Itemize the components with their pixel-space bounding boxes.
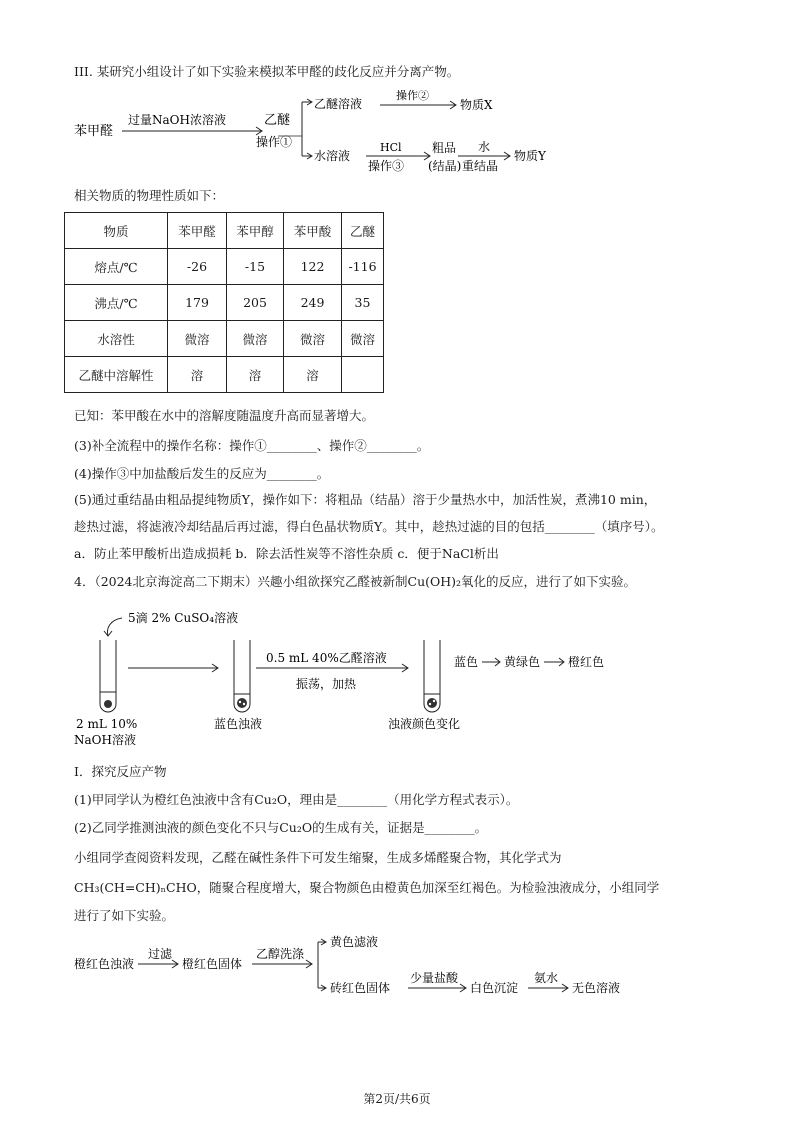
section3-title: III. 某研究小组设计了如下实验来模拟苯甲醛的歧化反应并分离产物。 xyxy=(74,64,460,79)
question-2: (2)乙同学推测浊液的颜色变化不只与Cu₂O的生成有关，证据是________。 xyxy=(74,820,488,835)
flow2-yellow: 黄色滤液 xyxy=(330,935,379,949)
table-cell: 溶 xyxy=(227,357,284,393)
flow-diagram-1 xyxy=(70,90,630,180)
table-cell: 35 xyxy=(342,285,384,321)
flow2-ammonia: 氨水 xyxy=(534,971,559,985)
flow2-acid: 少量盐酸 xyxy=(410,971,459,985)
table-cell: 溶 xyxy=(168,357,227,393)
table-intro: 相关物质的物理性质如下： xyxy=(74,188,225,203)
exp-color-2: 黄绿色 xyxy=(504,655,541,669)
flow1-product-x: 物质X xyxy=(460,98,493,112)
flow-diagram-2 xyxy=(70,932,650,1002)
flow2-wash: 乙醇洗涤 xyxy=(256,947,305,961)
table-cell: 122 xyxy=(284,249,342,285)
table-cell: 205 xyxy=(227,285,284,321)
paragraph-2: CH₃(CH=CH)ₙCHO，随聚合程度增大，聚合物颜色由橙黄色加深至红褐色。为检验浊液成分，小组同学 xyxy=(74,880,660,895)
exp-tube3-label: 浊液颜色变化 xyxy=(388,717,461,731)
question-1: (1)甲同学认为橙红色浊液中含有Cu₂O，理由是________（用化学方程式表示）。 xyxy=(74,792,519,807)
table-header: 物质 xyxy=(65,213,168,249)
page-footer: 第2页/共6页 xyxy=(363,1092,431,1106)
known-note: 已知：苯甲酸在水中的溶解度随温度升高而显著增大。 xyxy=(74,408,375,423)
flow2-colorless: 无色溶液 xyxy=(572,981,621,995)
flow2-brick: 砖红色固体 xyxy=(330,981,391,995)
table-header: 苯甲醛 xyxy=(168,213,227,249)
question-5-line2: 趁热过滤，将滤液冷却结晶后再过滤，得白色晶状物质Y。其中，趁热过滤的目的包括________（填序号）。 xyxy=(74,519,664,534)
table-row xyxy=(65,249,384,285)
exp-tube2-label: 蓝色浊液 xyxy=(214,717,263,731)
question-5-options: a．防止苯甲酸析出造成损耗 b．除去活性炭等不溶性杂质 c．便于NaCl析出 xyxy=(74,546,499,561)
table-row xyxy=(65,285,384,321)
exp-drops-label: 5滴 2% CuSO₄溶液 xyxy=(128,611,239,625)
flow1-inter: 乙醚 xyxy=(264,113,291,128)
table-cell: 熔点/℃ xyxy=(65,249,168,285)
question-5-line1: (5)通过重结晶由粗品提纯物质Y，操作如下：将粗品（结晶）溶于少量热水中，加活性炭，煮沸10 min， xyxy=(74,492,657,507)
table-cell: 水溶性 xyxy=(65,321,168,357)
table-row xyxy=(65,321,384,357)
flow1-branch-bottom: 水溶液 xyxy=(314,149,351,163)
flow2-solid: 橙红色固体 xyxy=(182,957,243,971)
flow1-recryst: 重结晶 xyxy=(462,159,499,173)
flow1-hcl: HCl xyxy=(380,141,402,154)
flow1-product-y: 物质Y xyxy=(514,149,546,163)
flow1-start: 苯甲醛 xyxy=(74,124,114,139)
experiment-diagram xyxy=(70,600,670,750)
question-4-heading: 4．（2024北京海淀高二下期末）兴趣小组欲探究乙醛被新制Cu(OH)₂氧化的反应，进行了如下实验。 xyxy=(74,574,637,589)
flow1-op2: 操作② xyxy=(396,90,429,102)
table-cell: 微溶 xyxy=(168,321,227,357)
table-row xyxy=(65,357,384,393)
table-cell: 微溶 xyxy=(342,321,384,357)
exp-color-3: 橙红色 xyxy=(568,655,605,669)
flow1-op1: 操作① xyxy=(256,135,293,149)
flow2-filter: 过滤 xyxy=(148,947,173,961)
table-cell: -26 xyxy=(168,249,227,285)
section-1-title: I．探究反应产物 xyxy=(74,764,167,779)
table-cell: 乙醚中溶解性 xyxy=(65,357,168,393)
flow1-crude-bottom: (结晶) xyxy=(428,159,462,173)
question-3: (3)补全流程中的操作名称：操作①________、操作②________。 xyxy=(74,438,430,453)
properties-table xyxy=(64,212,384,393)
flow2-white: 白色沉淀 xyxy=(470,981,519,995)
flow2-start: 橙红色浊液 xyxy=(74,957,135,971)
table-header-row xyxy=(65,213,384,249)
question-4: (4)操作③中加盐酸后发生的反应为________。 xyxy=(74,466,330,481)
table-cell: 微溶 xyxy=(227,321,284,357)
flow1-branch-top: 乙醚溶液 xyxy=(314,97,363,111)
table-cell: -116 xyxy=(342,249,384,285)
table-cell xyxy=(342,357,384,393)
exp-color-1: 蓝色 xyxy=(454,655,479,669)
table-header: 苯甲酸 xyxy=(284,213,342,249)
paragraph-1: 小组同学查阅资料发现，乙醛在碱性条件下可发生缩聚，生成多烯醛聚合物，其化学式为 xyxy=(74,850,562,865)
paragraph-3: 进行了如下实验。 xyxy=(74,908,175,923)
flow1-op3: 操作③ xyxy=(368,159,405,173)
flow1-crude-top: 粗品 xyxy=(432,141,457,155)
flow1-water: 水 xyxy=(478,140,491,154)
table-header: 乙醚 xyxy=(342,213,384,249)
exp-condition-label: 振荡，加热 xyxy=(296,677,357,691)
table-cell: 溶 xyxy=(284,357,342,393)
table-header: 苯甲醇 xyxy=(227,213,284,249)
table-cell: 微溶 xyxy=(284,321,342,357)
table-cell: 179 xyxy=(168,285,227,321)
exp-tube1-label-1: 2 mL 10% xyxy=(76,717,138,731)
table-cell: 沸点/℃ xyxy=(65,285,168,321)
table-cell: 249 xyxy=(284,285,342,321)
flow1-step1: 过量NaOH浓溶液 xyxy=(128,113,226,127)
exp-tube1-label-2: NaOH溶液 xyxy=(74,733,136,747)
exp-add-label: 0.5 mL 40%乙醛溶液 xyxy=(266,651,387,665)
table-cell: -15 xyxy=(227,249,284,285)
